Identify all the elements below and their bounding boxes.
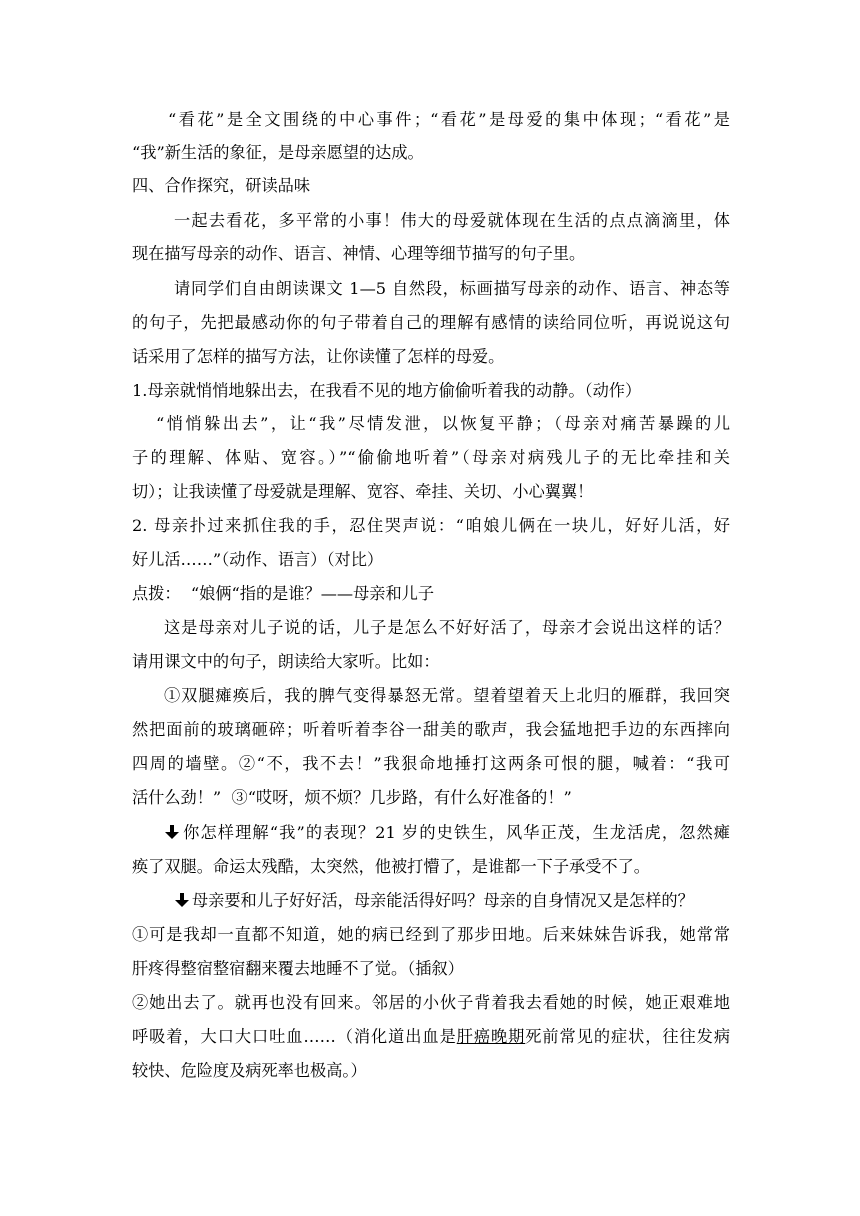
text-line	[132, 890, 694, 912]
text-line: 较快、危险度及病死率也极高。）	[132, 1061, 367, 1080]
text-line: 一起去看花，多平常的小事！伟大的母爱就体现在生活的点点滴滴里，体	[174, 211, 730, 230]
underlined-term: 肝癌晚期	[456, 1027, 526, 1046]
text-line: 四周的墙壁。②“不，我不去！”我狠命地捶打这两条可恨的腿，喊着：“我可	[132, 754, 730, 773]
text-line: “悄悄躲出去”，让“我”尽情发泄，以恢复平静；（母亲对痛苦暴躁的儿	[156, 414, 730, 433]
text-line	[132, 822, 730, 844]
text-line: ①可是我却一直都不知道，她的病已经到了那步田地。后来妹妹告诉我，她常常	[132, 925, 730, 944]
text-line: 请同学们自由朗读课文 1—5 自然段，标画描写母亲的动作、语言、神态等	[174, 279, 730, 298]
text-line: 然把面前的玻璃砸碎；听着听着李谷一甜美的歌声，我会猛地把手边的东西摔向	[132, 720, 730, 739]
text-line: “看花”是全文围绕的中心事件；“看花”是母爱的集中体现；“看花”是	[168, 110, 730, 129]
text-line: 话采用了怎样的描写方法，让你读懂了怎样的母爱。	[132, 347, 505, 366]
text-line: 请用课文中的句子，朗读给大家听。比如：	[132, 652, 440, 671]
section-heading: 四、合作探究，研读品味	[132, 176, 311, 195]
text-line: 痪了双腿。命运太残酷，太突然，他被打懵了，是谁都一下子承受不了。	[132, 857, 650, 876]
text-line: 的句子，先把最感动你的句子带着自己的理解有感情的读给同位听，再说说这句	[132, 313, 730, 332]
text-line: 活什么劲！” ③“哎呀，烦不烦？几步路，有什么好准备的！”	[132, 788, 572, 807]
text-line: 2. 母亲扑过来抓住我的手，忍住哭声说：“咱娘儿俩在一块儿，好好儿活，好	[132, 516, 730, 535]
text-line-content: 母亲要和儿子好好活，母亲能活得好吗？母亲的自身情况又是怎样的？	[192, 891, 694, 910]
arrow-down-icon	[164, 824, 180, 840]
text-line: “我”新生活的象征，是母亲愿望的达成。	[132, 143, 424, 162]
text-line	[132, 1026, 730, 1048]
text-segment: 死前常见的症状，往往发病	[525, 1027, 731, 1046]
text-line: 子的理解、体贴、宽容。）”“偷偷地听着”（母亲对病残儿子的无比牵挂和关	[132, 448, 730, 467]
text-line: 切）；让我读懂了母爱就是理解、宽容、牵挂、关切、小心翼翼！	[132, 482, 594, 501]
text-segment: 呼吸着，大口大口吐血……（消化道出血是	[132, 1027, 457, 1046]
text-line-content: 你怎样理解“我”的表现？21 岁的史铁生，风华正茂，生龙活虎，忽然瘫	[182, 823, 730, 842]
text-line: 现在描写母亲的动作、语言、神情、心理等细节描写的句子里。	[132, 244, 586, 263]
arrow-down-icon	[174, 892, 190, 908]
text-line: 这是母亲对儿子说的话，儿子是怎么不好好活了，母亲才会说出这样的话？	[164, 618, 730, 637]
text-line: ①双腿瘫痪后，我的脾气变得暴怒无常。望着望着天上北归的雁群，我回突	[164, 686, 730, 705]
text-line: 点拨： “娘俩“指的是谁？——母亲和儿子	[132, 584, 435, 603]
text-line: 1.母亲就悄悄地躲出去，在我看不见的地方偷偷听着我的动静。（动作）	[132, 381, 642, 400]
text-line: ②她出去了。就再也没有回来。邻居的小伙子背着我去看她的时候，她正艰难地	[132, 993, 730, 1012]
text-line: 好儿活……”（动作、语言）（对比）	[132, 550, 384, 569]
text-line: 肝疼得整宿整宿翻来覆去地睡不了觉。（插叙）	[132, 959, 464, 978]
